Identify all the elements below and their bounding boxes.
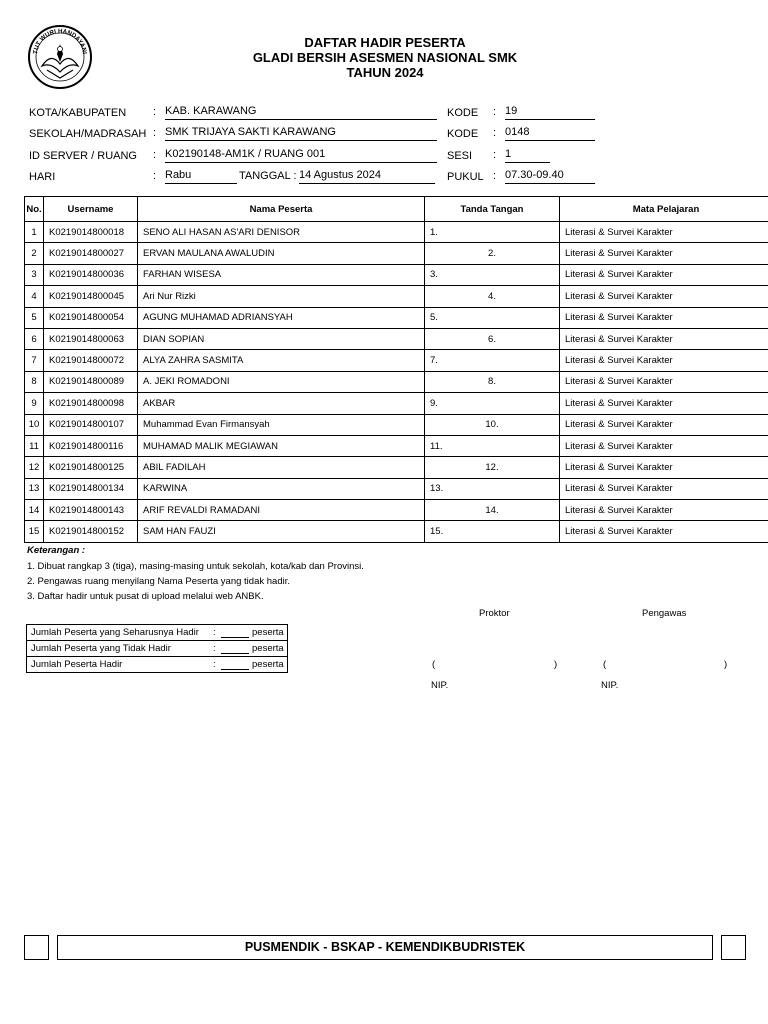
kota-colon: : <box>153 106 157 118</box>
kode1-label: KODE <box>447 107 479 119</box>
table-row <box>25 435 768 456</box>
summary-colon: : <box>213 659 216 670</box>
pukul-label: PUKUL <box>447 171 484 183</box>
proktor-open-paren: ( <box>432 659 436 670</box>
table-row <box>25 393 768 414</box>
hari-label: HARI <box>29 171 56 183</box>
cell-mata-pelajaran: Literasi & Survei Karakter <box>560 478 768 499</box>
server-value: K02190148-AM1K / RUANG 001 <box>165 148 437 163</box>
cell-nama-peserta: FARHAN WISESA <box>138 264 425 285</box>
title-line-2: GLADI BERSIH ASESMEN NASIONAL SMK <box>252 50 518 65</box>
cell-username: K0219014800018 <box>44 222 138 243</box>
cell-tanda-tangan[interactable]: 7. <box>425 350 560 371</box>
cell-tanda-tangan[interactable]: 3. <box>425 264 560 285</box>
summary-label: Jumlah Peserta yang Tidak Hadir <box>31 643 171 654</box>
col-header-username: Username <box>44 197 138 222</box>
table-row <box>25 414 768 435</box>
proktor-nip-label: NIP. <box>431 680 449 691</box>
table-row <box>25 286 768 307</box>
cell-mata-pelajaran: Literasi & Survei Karakter <box>560 243 768 264</box>
kode1-value: 19 <box>505 105 595 120</box>
table-row <box>25 371 768 392</box>
cell-username: K0219014800098 <box>44 393 138 414</box>
proktor-label: Proktor <box>479 608 510 619</box>
summary-row-hadir <box>27 657 287 672</box>
summary-colon: : <box>213 643 216 654</box>
table-header-row <box>25 197 768 222</box>
sekolah-label: SEKOLAH/MADRASAH <box>29 128 147 140</box>
note-item-3: 3. Daftar hadir untuk pusat di upload melalui web ANBK. <box>27 591 264 602</box>
table-row <box>25 243 768 264</box>
sekolah-colon: : <box>153 127 157 139</box>
cell-no: 3 <box>25 264 44 285</box>
summary-row-tidak-hadir <box>27 641 287 657</box>
summary-label: Jumlah Peserta yang Seharusnya Hadir <box>31 627 199 638</box>
cell-nama-peserta: SAM HAN FAUZI <box>138 521 425 542</box>
kode1-colon: : <box>493 106 497 118</box>
notes-title: Keterangan : <box>27 545 86 556</box>
cell-username: K0219014800125 <box>44 457 138 478</box>
summary-blank-field[interactable] <box>221 658 249 670</box>
cell-no: 13 <box>25 478 44 499</box>
note-item-2: 2. Pengawas ruang menyilang Nama Peserta yang tidak hadir. <box>27 576 290 587</box>
cell-username: K0219014800152 <box>44 521 138 542</box>
cell-no: 14 <box>25 500 44 521</box>
cell-no: 1 <box>25 222 44 243</box>
cell-username: K0219014800054 <box>44 307 138 328</box>
table-body <box>25 222 768 543</box>
cell-mata-pelajaran: Literasi & Survei Karakter <box>560 371 768 392</box>
cell-no: 2 <box>25 243 44 264</box>
summary-unit: peserta <box>252 643 284 654</box>
proktor-close-paren: ) <box>554 659 558 670</box>
cell-username: K0219014800027 <box>44 243 138 264</box>
sesi-value: 1 <box>505 148 550 163</box>
summary-row-seharusnya <box>27 625 287 641</box>
cell-nama-peserta: ALYA ZAHRA SASMITA <box>138 350 425 371</box>
cell-tanda-tangan[interactable]: 2. <box>425 243 560 264</box>
tanggal-value: 14 Agustus 2024 <box>299 169 435 184</box>
cell-no: 6 <box>25 328 44 349</box>
cell-tanda-tangan[interactable]: 1. <box>425 222 560 243</box>
cell-nama-peserta: A. JEKI ROMADONI <box>138 371 425 392</box>
table-row <box>25 521 768 542</box>
table-row <box>25 328 768 349</box>
table-row <box>25 222 768 243</box>
sesi-label: SESI <box>447 150 473 162</box>
table-row <box>25 307 768 328</box>
cell-mata-pelajaran: Literasi & Survei Karakter <box>560 500 768 521</box>
col-header-no: No. <box>25 197 44 222</box>
col-header-tanda-tangan: Tanda Tangan <box>425 197 560 222</box>
kode2-label: KODE <box>447 128 479 140</box>
table-row <box>25 350 768 371</box>
footer-left-box <box>24 935 49 960</box>
server-label: ID SERVER / RUANG <box>29 150 137 162</box>
col-header-mata-pelajaran: Mata Pelajaran <box>560 197 768 222</box>
cell-tanda-tangan[interactable]: 11. <box>425 435 560 456</box>
attendance-table <box>24 196 768 543</box>
table-row <box>25 457 768 478</box>
table-row <box>25 500 768 521</box>
cell-nama-peserta: SENO ALI HASAN AS'ARI DENISOR <box>138 222 425 243</box>
cell-mata-pelajaran: Literasi & Survei Karakter <box>560 457 768 478</box>
kode2-value: 0148 <box>505 126 595 141</box>
logo-motto: TUT WURI HANDAYANI <box>32 27 88 55</box>
cell-mata-pelajaran: Literasi & Survei Karakter <box>560 414 768 435</box>
kota-label: KOTA/KABUPATEN <box>29 107 127 119</box>
cell-no: 5 <box>25 307 44 328</box>
cell-nama-peserta: MUHAMAD MALIK MEGIAWAN <box>138 435 425 456</box>
cell-tanda-tangan[interactable]: 12. <box>425 457 560 478</box>
cell-no: 7 <box>25 350 44 371</box>
summary-box <box>26 624 288 673</box>
cell-tanda-tangan[interactable]: 9. <box>425 393 560 414</box>
pengawas-close-paren: ) <box>724 659 728 670</box>
kota-value: KAB. KARAWANG <box>165 105 437 120</box>
cell-mata-pelajaran: Literasi & Survei Karakter <box>560 393 768 414</box>
cell-username: K0219014800072 <box>44 350 138 371</box>
cell-tanda-tangan[interactable]: 5. <box>425 307 560 328</box>
cell-mata-pelajaran: Literasi & Survei Karakter <box>560 286 768 307</box>
cell-mata-pelajaran: Literasi & Survei Karakter <box>560 521 768 542</box>
cell-username: K0219014800143 <box>44 500 138 521</box>
pukul-colon: : <box>493 170 497 182</box>
summary-label: Jumlah Peserta Hadir <box>31 659 123 670</box>
cell-no: 15 <box>25 521 44 542</box>
server-colon: : <box>153 149 157 161</box>
title-line-3: TAHUN 2024 <box>346 65 424 80</box>
cell-tanda-tangan[interactable]: 10. <box>425 414 560 435</box>
cell-nama-peserta: Ari Nur Rizki <box>138 286 425 307</box>
cell-nama-peserta: AGUNG MUHAMAD ADRIANSYAH <box>138 307 425 328</box>
cell-nama-peserta: ERVAN MAULANA AWALUDIN <box>138 243 425 264</box>
cell-tanda-tangan[interactable]: 14. <box>425 500 560 521</box>
cell-tanda-tangan[interactable]: 4. <box>425 286 560 307</box>
cell-mata-pelajaran: Literasi & Survei Karakter <box>560 350 768 371</box>
cell-nama-peserta: ABIL FADILAH <box>138 457 425 478</box>
cell-nama-peserta: AKBAR <box>138 393 425 414</box>
cell-no: 10 <box>25 414 44 435</box>
cell-nama-peserta: ARIF REVALDI RAMADANI <box>138 500 425 521</box>
cell-username: K0219014800107 <box>44 414 138 435</box>
sesi-colon: : <box>493 149 497 161</box>
cell-username: K0219014800045 <box>44 286 138 307</box>
cell-mata-pelajaran: Literasi & Survei Karakter <box>560 328 768 349</box>
cell-username: K0219014800089 <box>44 371 138 392</box>
col-header-nama: Nama Peserta <box>138 197 425 222</box>
cell-no: 12 <box>25 457 44 478</box>
table-row <box>25 478 768 499</box>
cell-tanda-tangan[interactable]: 13. <box>425 478 560 499</box>
footer-banner: PUSMENDIK - BSKAP - KEMENDIKBUDRISTEK <box>57 935 713 960</box>
hari-colon: : <box>153 170 157 182</box>
summary-blank-field[interactable] <box>221 642 249 654</box>
hari-value: Rabu <box>165 169 237 184</box>
cell-username: K0219014800063 <box>44 328 138 349</box>
cell-tanda-tangan[interactable]: 8. <box>425 371 560 392</box>
cell-nama-peserta: DIAN SOPIAN <box>138 328 425 349</box>
title-line-1: DAFTAR HADIR PESERTA <box>304 35 466 50</box>
cell-mata-pelajaran: Literasi & Survei Karakter <box>560 222 768 243</box>
cell-nama-peserta: KARWINA <box>138 478 425 499</box>
cell-no: 9 <box>25 393 44 414</box>
cell-mata-pelajaran: Literasi & Survei Karakter <box>560 307 768 328</box>
cell-nama-peserta: Muhammad Evan Firmansyah <box>138 414 425 435</box>
pengawas-nip-label: NIP. <box>601 680 619 691</box>
kode2-colon: : <box>493 127 497 139</box>
cell-tanda-tangan[interactable]: 15. <box>425 521 560 542</box>
footer-right-box <box>721 935 746 960</box>
summary-unit: peserta <box>252 627 284 638</box>
cell-no: 4 <box>25 286 44 307</box>
cell-username: K0219014800134 <box>44 478 138 499</box>
cell-no: 11 <box>25 435 44 456</box>
pukul-value: 07.30-09.40 <box>505 169 595 184</box>
note-item-1: 1. Dibuat rangkap 3 (tiga), masing-masing untuk sekolah, kota/kab dan Provinsi. <box>27 561 364 572</box>
pengawas-open-paren: ( <box>603 659 607 670</box>
kemendikbud-logo <box>25 22 95 92</box>
pengawas-label: Pengawas <box>642 608 687 619</box>
summary-unit: peserta <box>252 659 284 670</box>
table-row <box>25 264 768 285</box>
cell-no: 8 <box>25 371 44 392</box>
cell-mata-pelajaran: Literasi & Survei Karakter <box>560 435 768 456</box>
sekolah-value: SMK TRIJAYA SAKTI KARAWANG <box>165 126 437 141</box>
cell-tanda-tangan[interactable]: 6. <box>425 328 560 349</box>
cell-username: K0219014800116 <box>44 435 138 456</box>
summary-colon: : <box>213 627 216 638</box>
tanggal-label: TANGGAL : <box>239 170 297 182</box>
summary-blank-field[interactable] <box>221 626 249 638</box>
cell-mata-pelajaran: Literasi & Survei Karakter <box>560 264 768 285</box>
cell-username: K0219014800036 <box>44 264 138 285</box>
